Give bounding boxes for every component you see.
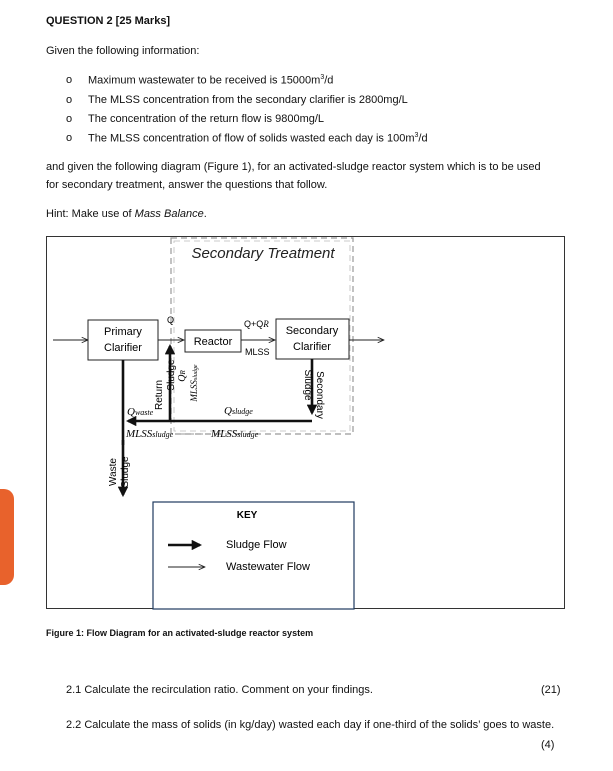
question-text: Calculate the mass of solids (in kg/day) wasted each day if one-third of the solids’ goes to waste. — [84, 719, 555, 731]
question-item-2-2 — [66, 719, 554, 731]
primary-clarifier-label-1: Primary — [104, 326, 142, 338]
bullet-text: The MLSS concentration from the secondary clarifier is 2800mg/L — [88, 94, 408, 106]
q-sludge-label: Qsludge — [224, 405, 253, 417]
secondary-sludge-label-2: Sludge — [302, 369, 313, 401]
secondary-sludge-label-1: Secondary — [314, 371, 325, 419]
secondary-clarifier-label-2: Clarifier — [293, 341, 331, 353]
reactor-label: Reactor — [193, 336, 233, 348]
bullet-marker: o — [66, 74, 73, 86]
q-plus-qr-label: Q+QR — [244, 319, 269, 329]
hint-text: Hint: Make use of Mass Balance. — [46, 208, 207, 220]
q-label: Q — [167, 315, 175, 325]
question-marks: (4) — [541, 739, 555, 751]
question-number: 2.2 — [66, 719, 82, 731]
key-sludge-flow-label: Sludge Flow — [226, 539, 287, 551]
secondary-treatment-label: Secondary Treatment — [191, 245, 335, 262]
bullet-text: The concentration of the return flow is 9800mg/L — [88, 113, 325, 125]
qr-vertical-label: QR — [177, 370, 188, 382]
waste-sludge-label-2: Sludge — [120, 456, 131, 488]
question-number: 2.1 — [66, 684, 82, 696]
question-title: QUESTION 2 [25 Marks] — [46, 15, 171, 27]
q-waste-label: Qwaste — [127, 406, 154, 418]
primary-clarifier-label-2: Clarifier — [104, 342, 142, 354]
return-sludge-label-2: Sludge — [166, 359, 177, 391]
bullet-marker: o — [66, 132, 73, 144]
secondary-clarifier-label-1: Secondary — [285, 325, 339, 337]
key-wastewater-flow-label: Wastewater Flow — [226, 561, 310, 573]
mlss-sludge-left-label: MLSSsludge — [126, 428, 174, 440]
mlss-sludge-vertical-label: MLSSsludge — [189, 364, 199, 402]
return-sludge-label-1: Return — [154, 379, 165, 411]
question-item-2-1 — [66, 684, 373, 696]
intro-text: Given the following information: — [46, 45, 200, 57]
bullet-marker: o — [66, 94, 73, 106]
figure-caption: Figure 1: Flow Diagram for an activated-sludge reactor system — [46, 628, 314, 638]
bullet-marker: o — [66, 113, 73, 125]
paragraph-line-1: and given the following diagram (Figure 1), for an activated-sludge reactor system which is to be used — [46, 161, 541, 173]
bullet-text: The MLSS concentration of flow of solids wasted each day is $100m^3/d$ — [88, 132, 428, 145]
question-text: Calculate the recirculation ratio. Comment on your findings. — [84, 684, 373, 696]
waste-sludge-label-1: Waste — [108, 458, 119, 486]
question-marks: (21) — [541, 684, 561, 696]
mlss-label: MLSS — [245, 347, 270, 357]
mlss-sludge-mid-label: MLSSsludge — [211, 428, 259, 440]
paragraph-line-2: for secondary treatment, answer the questions that follow. — [46, 179, 328, 191]
bullet-text: Maximum wastewater to be received is $15000m^3/d$ — [88, 74, 334, 87]
key-title: KEY — [236, 510, 258, 521]
